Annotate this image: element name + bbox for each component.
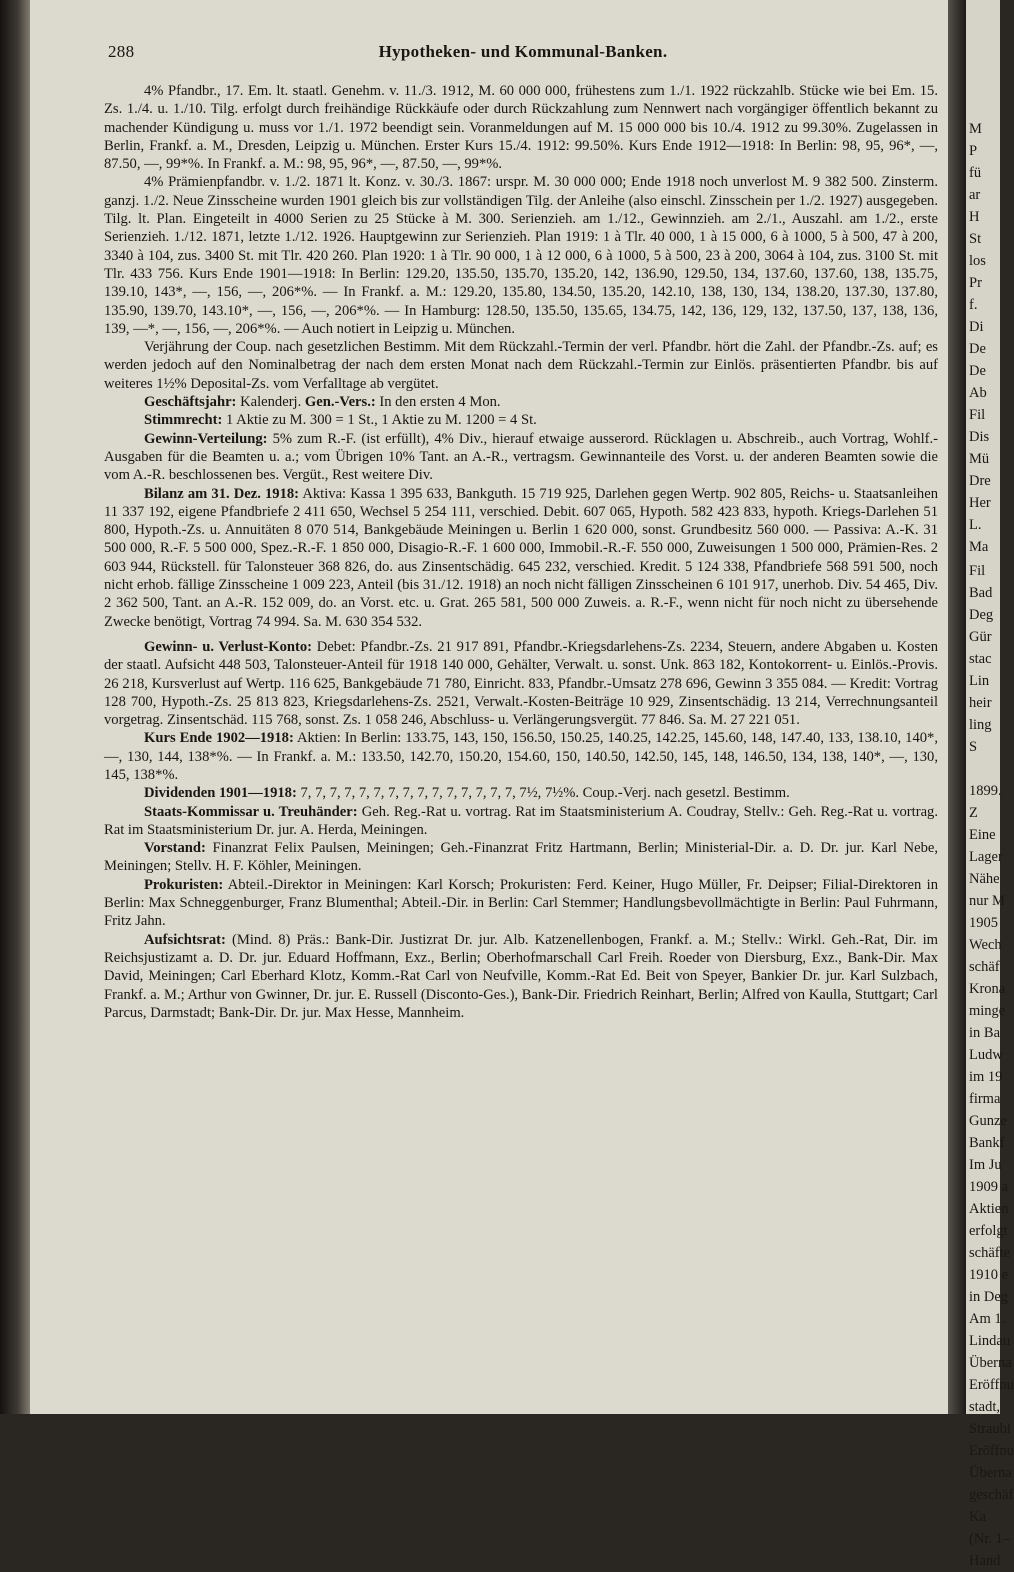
adjacent-fragment: Deg bbox=[969, 607, 994, 623]
adjacent-fragment: stac bbox=[969, 651, 992, 667]
adjacent-fragment: Di bbox=[969, 319, 984, 335]
adjacent-fragment: Im Ju bbox=[969, 1157, 1002, 1173]
adjacent-fragment: stadt, bbox=[969, 1399, 1001, 1415]
adjacent-fragment: schäfte bbox=[969, 1245, 1011, 1261]
adjacent-fragment: schäf bbox=[969, 959, 1000, 975]
page-header bbox=[108, 42, 938, 68]
kurs-ende-label: Kurs Ende 1902—1918: bbox=[144, 730, 294, 747]
adjacent-fragment: Wech bbox=[969, 937, 1002, 953]
adjacent-fragment: Lager bbox=[969, 849, 1003, 865]
paragraph-bilanz: Bilanz am 31. Dez. 1918: Aktiva: Kassa 1 395 633, Bankguth. 15 719 925, Darlehen gegen Wertp. 902 805, Reichs- u. Staatsanleihen 11 337 192, eigene Pfandbriefe 2 411 650, Wechsel 5 254 111, verschied. Debit. 607 065, Hypoth. 582 423 833, hypoth. Kriegs-Darlehen 51 800, Hypoth.-Zs. u. Annuitäten 8 070 514, Bankgebäude Meiningen u. Berlin 1 620 000, sonst. Grundbesitz 560 000. — Passiva: A.-K. 31 500 000, R.-F. 5 500 000, Spez.-R.-F. 1 850 000, Disagio-R.-F. 1 600 000, Immobil.-R.-F. 550 000, Zuweisungen 1 500 000, Prämien-Res. 2 603 944, Rückstell. für Talonsteuer 368 826, do. aus Zinsentschädig. 645 232, verschied. Kredit. 5 124 338, Pfandbriefe 568 591 500, noch nicht erhob. fällige Zinsscheine 1 009 223, Anteil (bis 31./12. 1918) an noch nicht fälligen Zinsscheinen 6 101 917, unerhob. Div. 54 465, Div. 2 362 500, Tant. an A.-R. 152 009, do. an Vorst. etc. u. Grat. 265 581, 500 000 Zuweis. a. R.-F., wenn nicht für noch nicht zu übersehende Zwecke benötigt, Vortrag 74 994. Sa. M. 630 354 532. bbox=[104, 485, 938, 630]
paragraph-staats-kommissar: Staats-Kommissar u. Treuhänder: Geh. Reg.-Rat u. vortrag. Rat im Staatsministerium A. Coudray, Stellv.: Geh. Reg.-Rat u. vortrag. Rat im Staatsministerium Dr. jur. A. Herda, Meiningen. bbox=[104, 803, 938, 838]
adjacent-fragment: L. bbox=[969, 517, 982, 533]
adjacent-fragments-bottom bbox=[966, 560, 1014, 1572]
adjacent-fragment: Krona bbox=[969, 981, 1006, 997]
paragraph-dividenden: Dividenden 1901—1918: 7, 7, 7, 7, 7, 7, 7, 7, 7, 7, 7, 7, 7, 7, 7, 7½, 7½%. Coup.-Verj. nach gesetzl. Bestimm. bbox=[144, 785, 790, 802]
paragraph-pfandbriefe-em17: 4% Pfandbr., 17. Em. lt. staatl. Genehm. v. 11./3. 1912, M. 60 000 000, frühestens zum 1./1. 1922 rückzahlb. Stücke wie bei Em. 15. Zs. 1./4. u. 1./10. Tilg. erfolgt durch freihändige Rückkäufe oder durch Rückzahlung zum Nennwert nach vorgängiger öffentlich bekannt zu machender Kündigung u. muss vor 1./1. 1972 beendigt sein. Voranmeldungen auf M. 15 000 000 bis 10./4. 1912 zu 99.30%. Zugelassen in Berlin, Frankf. a. M., Dresden, Leipzig u. München. Erster Kurs 15./4. 1912: 99.50%. Kurs Ende 1912—1918: In Berlin: 98, 95, 96*, —, 87.50, —, 99*%. In Frankf. a. M.: 98, 95, 96*, —, 87.50, —, 99*%. bbox=[104, 83, 938, 173]
adjacent-fragment: De bbox=[969, 341, 986, 357]
adjacent-fragment: S bbox=[969, 739, 978, 755]
staats-kommissar-label: Staats-Kommissar u. Treuhänder: bbox=[144, 803, 358, 820]
adjacent-fragment: Dre bbox=[969, 473, 991, 489]
paragraph-praemienpfandbriefe: 4% Prämienpfandbr. v. 1./2. 1871 lt. Konz. v. 30./3. 1867: urspr. M. 30 000 000; Ende 1918 noch unverlost M. 9 382 500. Zinsterm. ganzj. 1./2. Neue Zinsscheine wurden 1901 gleich bis zur vollständigen Tilg. der Anleihe (also einschl. Zinsschein per 1./2. 1927) ausgegeben. Tilg. lt. Plan. Eingeteilt in 4000 Serien zu 25 Stücke à M. 300. Serienzieh. am 1./12., Gewinnzieh. am 2./1., Auszahl. am 1./2., erste Serienzieh. 1./12. 1871, letzte 1./12. 1926. Hauptgewinn zur Serienzieh. Plan 1919: 1 à Tlr. 40 000, 1 à 15 000, 6 à 1000, 5 à 500, 47 à 200, 3340 à 104, zus. 3400 St. mit Tlr. 420 260. Plan 1920: 1 à Tlr. 90 000, 1 à 12 000, 6 à 1000, 5 à 500, 23 à 200, 3064 à 104, zus. 3100 St. mit Tlr. 433 756. Kurs Ende 1901—1918: In Berlin: 129.20, 135.50, 135.70, 135.20, 142, 136.90, 129.50, 134, 137.60, 137.60, 138, 135.75, 139.10, 143*, —, 156, —, 206*%. — In Frankf. a. M.: 129.20, 135.80, 134.50, 135.20, 142.10, 138, 130, 134, 138.20, 137.30, 137.80, 135.90, 139.70, 143.10*, —, 156, —, 206*%. — In Hamburg: 128.50, 135.50, 135.65, 134.75, 142, 136, 129, 132, 137.50, 137, 138, 136, 139, —*, —, 156, —, 206*%. — Auch notiert in Leipzig u. München. bbox=[104, 174, 938, 337]
adjacent-fragment: P bbox=[969, 143, 978, 159]
adjacent-fragment: los bbox=[969, 253, 986, 269]
adjacent-fragments-top bbox=[966, 118, 991, 558]
adjacent-fragment: 1910 e bbox=[969, 1267, 1009, 1283]
body-text bbox=[104, 82, 938, 1022]
gen-vers-label: Gen.-Vers.: bbox=[304, 394, 376, 411]
adjacent-fragment: Fil bbox=[969, 563, 986, 579]
adjacent-fragment: im 19 bbox=[969, 1069, 1003, 1085]
adjacent-fragment: Straubi bbox=[969, 1421, 1011, 1437]
adjacent-fragment: Bankf bbox=[969, 1135, 1005, 1151]
adjacent-fragment: Ka bbox=[969, 1509, 986, 1525]
adjacent-fragment: Nähe bbox=[969, 871, 1000, 887]
adjacent-fragment: M bbox=[969, 121, 982, 137]
scanned-page bbox=[30, 0, 948, 1414]
paragraph-gewinn-verlust-konto: Gewinn- u. Verlust-Konto: Debet: Pfandbr.-Zs. 21 917 891, Pfandbr.-Kriegsdarlehens-Zs. 2234, Steuern, andere Abgaben u. Kosten der staatl. Aufsicht 448 503, Talonsteuer-Anteil für 1918 140 000, Gehälter, Verwalt. u. sonst. Unk. 863 182, Kontokorrent- u. Einlös.-Provis. 26 218, Kursverlust auf Wertp. 116 625, Bankgebäude 71 780, Einricht. 833, Pfandbr.-Umsatz 278 696, Gewinn 3 355 084. — Kredit: Vortrag 128 700, Hypoth.-Zs. 25 813 823, Kriegsdarlehens-Zs. 2521, Verwalt.-Kosten-Beiträge 10 929, Zinsentschädig. 13 214, Verrechnungsanteil vorgetrag. Zinsentschäd. 115 768, sonst. Zs. 1 058 246, Abschluss- u. Verlängerungsvergüt. 77 846. Sa. M. 27 221 051. bbox=[104, 638, 938, 729]
adjacent-fragment: H bbox=[969, 209, 980, 225]
adjacent-fragment: 1899. bbox=[969, 783, 1002, 799]
paragraph-kurs-ende: Kurs Ende 1902—1918: Aktien: In Berlin: 133.75, 143, 150, 156.50, 150.25, 140.25, 142.25, 145.60, 148, 147.40, 133, 138.10, 140*, —, 130, 144, 138*%. — In Frankf. a. M.: 133.50, 142.70, 150.20, 154.60, 150, 140.50, 142.50, 145, 148, 146.50, 134, 138, 140*, —, 130, 145, 138*%. bbox=[104, 730, 938, 783]
adjacent-fragment: firma bbox=[969, 1091, 1001, 1107]
dividenden-label: Dividenden 1901—1918: bbox=[144, 785, 297, 802]
adjacent-fragment: Z bbox=[969, 805, 978, 821]
adjacent-fragment: Eröffnu bbox=[969, 1377, 1014, 1393]
adjacent-fragment: erfolgt bbox=[969, 1223, 1008, 1239]
adjacent-fragment: Aktien bbox=[969, 1201, 1009, 1217]
adjacent-fragment: Ab bbox=[969, 385, 987, 401]
adjacent-fragment: Eröffnu bbox=[969, 1443, 1014, 1459]
adjacent-fragment: Hand bbox=[969, 1553, 1001, 1569]
paragraph-gewinn-verteilung: Gewinn-Verteilung: 5% zum R.-F. (ist erfüllt), 4% Div., hierauf etwaige ausserord. Rücklagen u. Abschreib., auch Vortrag, Wohlf.-Ausgaben für die Beamten u. a.; vom Übrigen 10% Tant. an A.-R., vertragsm. Gewinnanteile des Vorst. u. der anderen Beamten sowie die vom A.-R. beschlossenen bes. Vergüt., Rest weitere Div. bbox=[104, 430, 938, 484]
gewinn-verlust-label: Gewinn- u. Verlust-Konto: bbox=[144, 638, 313, 655]
adjacent-fragment: Bad bbox=[969, 585, 993, 601]
adjacent-fragment: in Ba bbox=[969, 1025, 1001, 1041]
page-gutter bbox=[948, 0, 966, 1414]
adjacent-fragment: Ma bbox=[969, 539, 989, 555]
book-binding-shadow bbox=[0, 0, 32, 1414]
paragraph-geschaeftsjahr: Geschäftsjahr: Kalenderj. Gen.-Vers.: In den ersten 4 Mon. bbox=[144, 394, 501, 411]
adjacent-fragment: minge bbox=[969, 1003, 1006, 1019]
adjacent-fragment: Her bbox=[969, 495, 991, 511]
adjacent-fragment: Gür bbox=[969, 629, 992, 645]
adjacent-fragment: Überna bbox=[969, 1465, 1012, 1481]
vorstand-label: Vorstand: bbox=[144, 840, 206, 857]
geschaeftsjahr-label: Geschäftsjahr: bbox=[144, 394, 237, 411]
paragraph-aufsichtsrat: Aufsichtsrat: (Mind. 8) Präs.: Bank-Dir. Justizrat Dr. jur. Alb. Katzenellenbogen, Frankf. a. M.; Stellv.: Wirkl. Geh.-Rat, Dir. im Reichsjustizamt a. D. Dr. jur. Eduard Hoffmann, Exz., Berlin; Oberhofmarschall Carl Freih. Roeder von Diersburg, Exz., Bank-Dir. Max David, Meiningen; Carl Eberhard Klotz, Komm.-Rat Carl von Neufville, Komm.-Rat Ed. Beit von Speyer, Bankier Dr. jur. Karl Sulzbach, Frankf. a. M.; Arthur von Gwinner, Dr. jur. E. Russell (Disconto-Ges.), Bank-Dir. Friedrich Reinhart, Berlin; Alfred von Kaulla, Stuttgart; Carl Parcus, Darmstadt; Bank-Dir. Dr. jur. Max Hesse, Mannheim. bbox=[104, 931, 938, 1021]
adjacent-fragment: Am 1. bbox=[969, 1311, 1006, 1327]
paragraph-prokuristen: Prokuristen: Abteil.-Direktor in Meiningen: Karl Korsch; Prokuristen: Ferd. Keiner, Hugo Müller, Fr. Deipser; Filial-Direktoren in Berlin: Max Schneggenburger, Franz Blumenthal; Abteil.-Dir. in Berlin: Carl Stemmer; Handlungsbevollmächtigte in Berlin: Paul Fuhrmann, Fritz Jahn. bbox=[104, 876, 939, 930]
adjacent-fragment: ar bbox=[969, 187, 981, 203]
adjacent-fragment: Dis bbox=[969, 429, 990, 445]
adjacent-fragment: 1909 a bbox=[969, 1179, 1009, 1195]
adjacent-fragment: nur M bbox=[969, 893, 1005, 909]
adjacent-fragment: Eine bbox=[969, 827, 996, 843]
adjacent-fragment: f. bbox=[969, 297, 978, 313]
adjacent-fragment: fü bbox=[969, 165, 982, 181]
adjacent-fragment: Gunze bbox=[969, 1113, 1007, 1129]
adjacent-page-edge bbox=[966, 0, 1014, 1569]
adjacent-fragment: ling bbox=[969, 717, 992, 733]
adjacent-fragment: (Nr. 1– bbox=[969, 1531, 1011, 1547]
paragraph-vorstand: Vorstand: Finanzrat Felix Paulsen, Meiningen; Geh.-Finanzrat Fritz Hartmann, Berlin; Ministerial-Dir. a. D. Dr. jur. Karl Nebe, Meiningen; Stellv. H. F. Köhler, Meiningen. bbox=[104, 840, 938, 875]
page-number: 288 bbox=[108, 42, 135, 61]
aufsichtsrat-label: Aufsichtsrat: bbox=[144, 931, 226, 948]
adjacent-fragment: Übernа bbox=[969, 1355, 1012, 1371]
bilanz-label: Bilanz am 31. Dez. 1918: bbox=[144, 485, 300, 502]
adjacent-fragment: Pr bbox=[969, 275, 982, 291]
paragraph-stimmrecht: Stimmrecht: 1 Aktie zu M. 300 = 1 St., 1 Aktie zu M. 1200 = 4 St. bbox=[144, 412, 537, 429]
prokuristen-label: Prokuristen: bbox=[144, 876, 224, 893]
paragraph-verjaehrung: Verjährung der Coup. nach gesetzlichen Bestimm. Mit dem Rückzahl.-Termin der verl. Pfandbr. hört die Zahl. der Pfandbr.-Zs. auf; es werden jedoch auf den Nominalbetrag der nach dem ersten Monat nach dem Rückzahl.-Termin zur Einlös. präsentierten Pfandbr. bis auf weiteres 1½% Deposital-Zs. vom Verfalltage ab vergütet. bbox=[104, 339, 938, 392]
running-title: Hypotheken- und Kommunal-Banken. bbox=[378, 42, 668, 61]
adjacent-fragment: in Deg bbox=[969, 1289, 1009, 1305]
adjacent-fragment: Fil bbox=[969, 407, 986, 423]
adjacent-fragment: De bbox=[969, 363, 986, 379]
adjacent-fragment: Mü bbox=[969, 451, 990, 467]
adjacent-fragment: heir bbox=[969, 695, 992, 711]
adjacent-fragment: geschäf bbox=[969, 1487, 1014, 1503]
stimmrecht-label: Stimmrecht: bbox=[144, 412, 223, 429]
adjacent-fragment: Lin bbox=[969, 673, 990, 689]
adjacent-fragment bbox=[966, 758, 1014, 780]
adjacent-fragment: St bbox=[969, 231, 982, 247]
gewinn-verteilung-label: Gewinn-Verteilung: bbox=[144, 430, 268, 447]
adjacent-fragment: Ludw bbox=[969, 1047, 1003, 1063]
adjacent-fragment: Lindau bbox=[969, 1333, 1011, 1349]
adjacent-fragment: 1905 bbox=[969, 915, 998, 931]
